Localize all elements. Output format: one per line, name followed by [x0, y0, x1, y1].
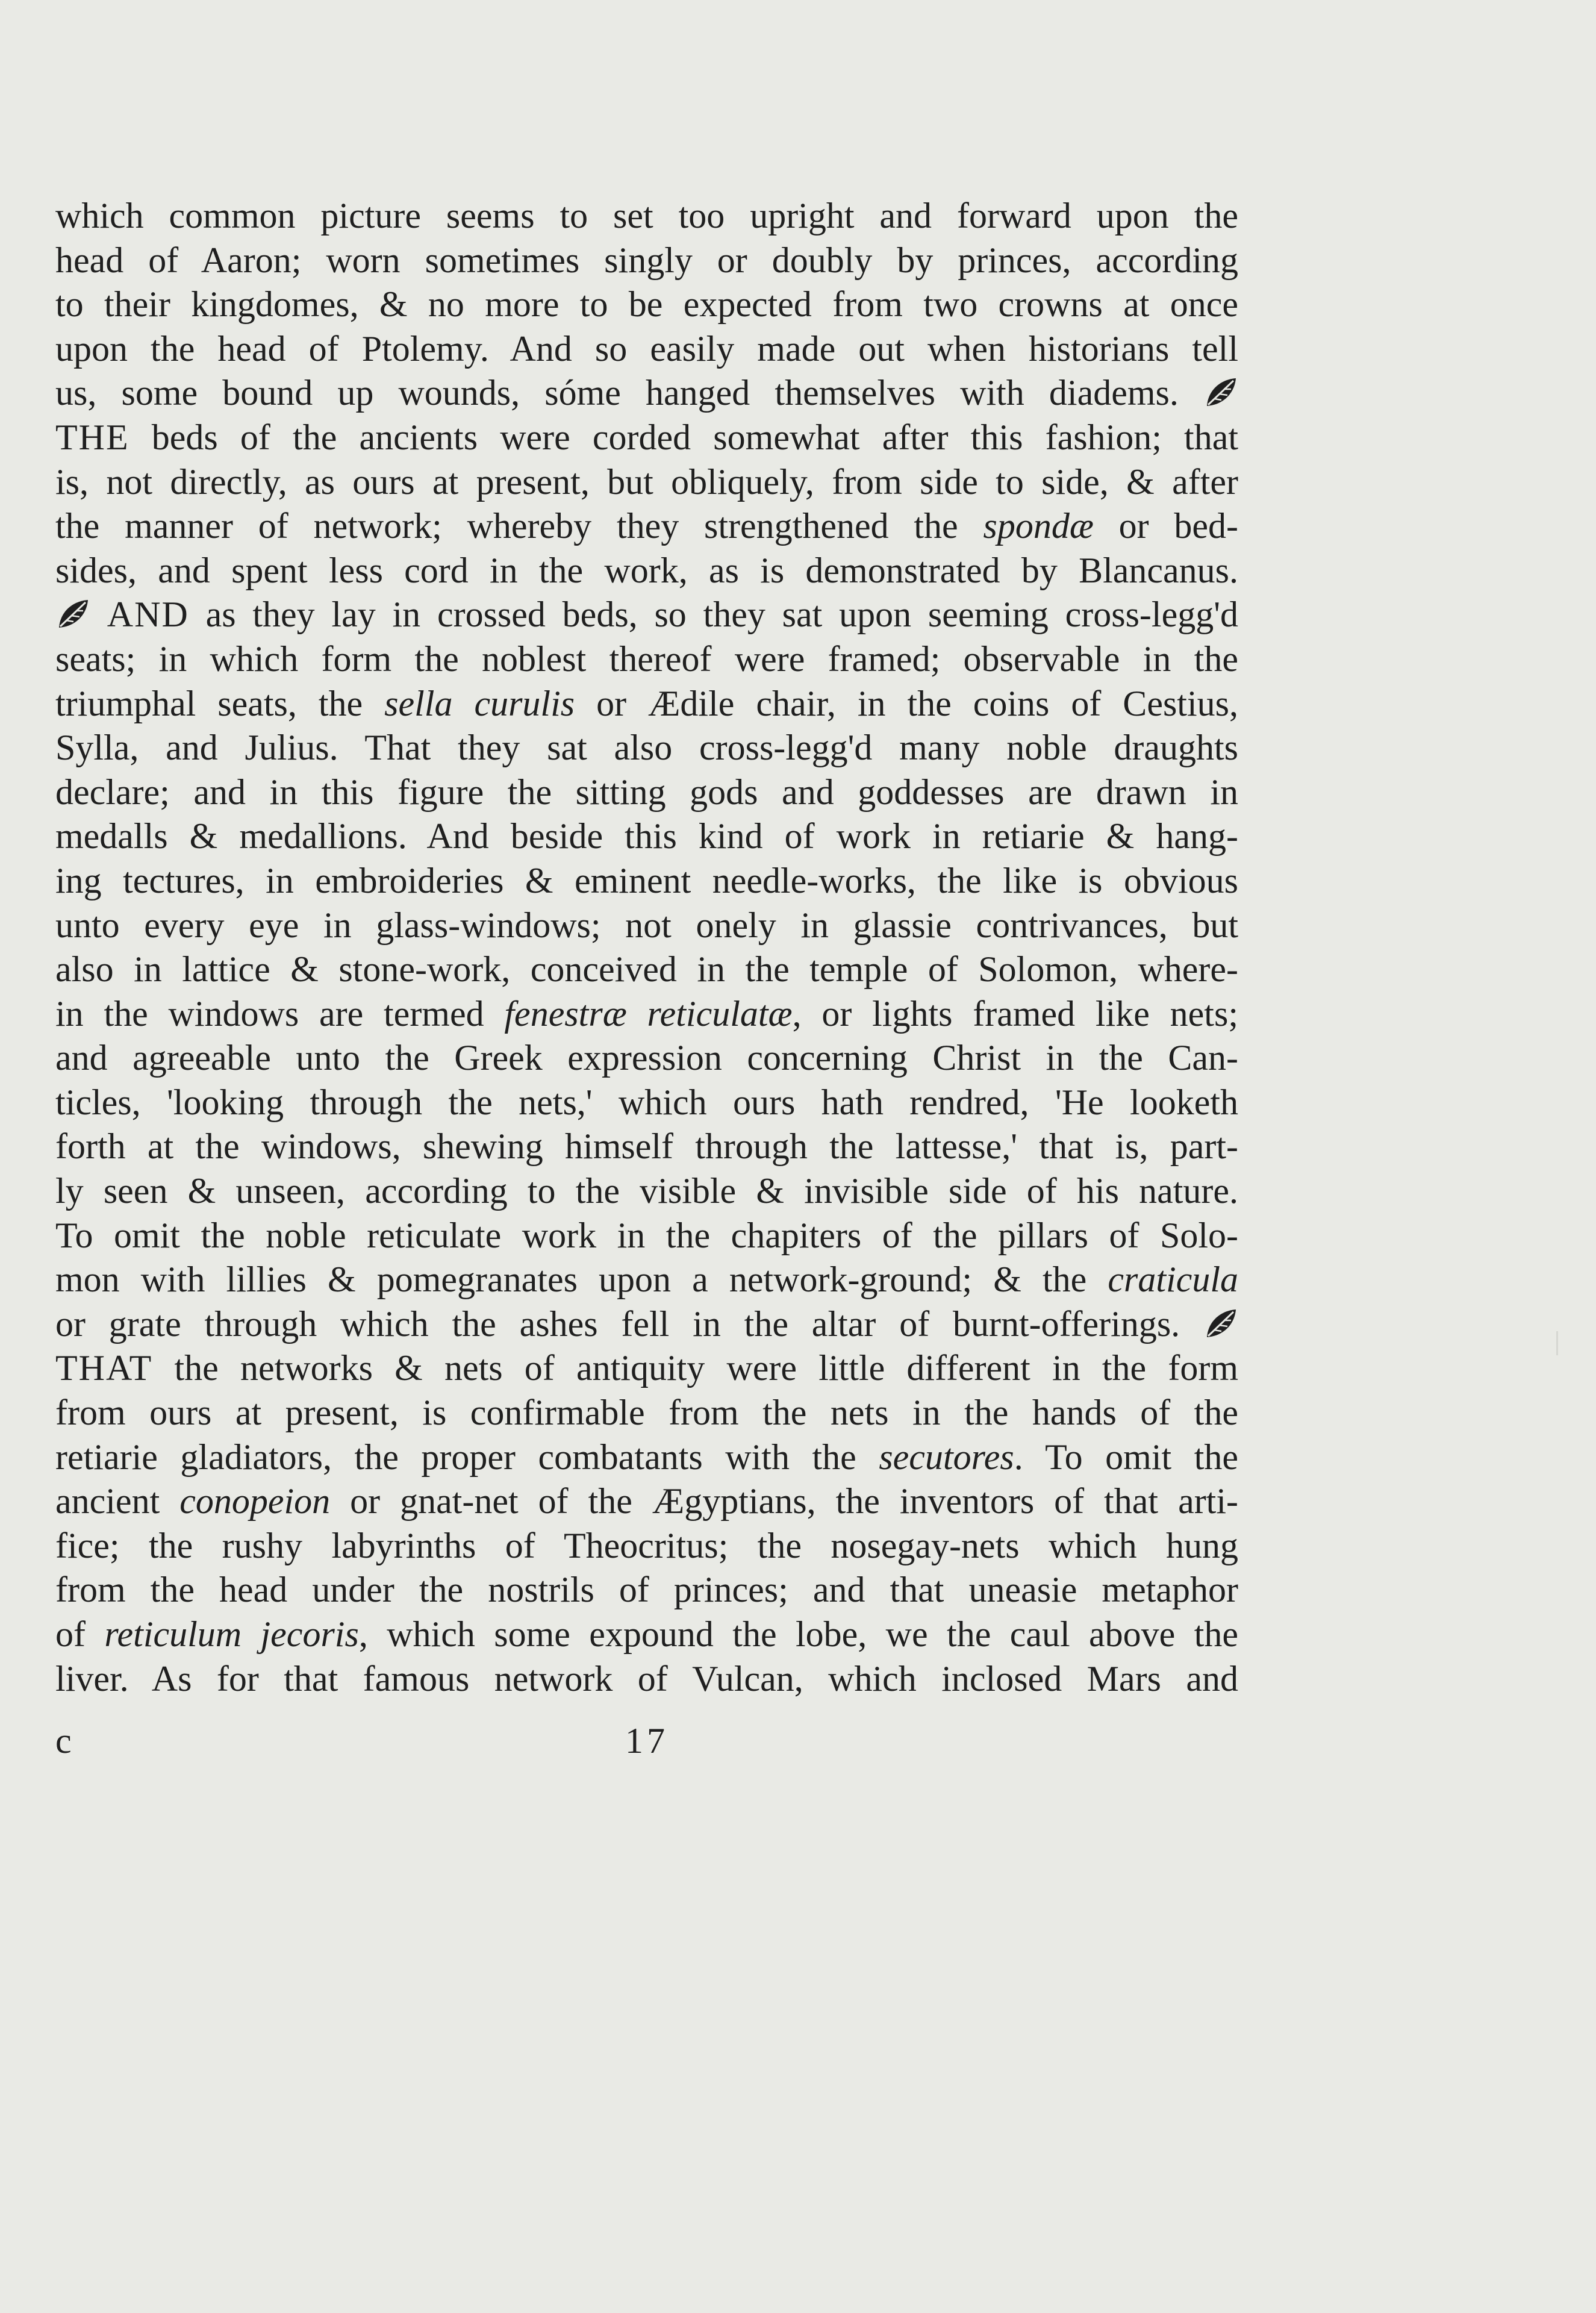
text-line [55, 549, 1238, 593]
text-line [55, 1479, 1238, 1524]
text-line [55, 1081, 1238, 1125]
text-line [55, 904, 1238, 948]
line-text: or grate through which the ashes fell in the altar of burnt-offerings. [55, 1303, 1180, 1344]
signature-mark: c [55, 1721, 72, 1761]
page-footer [0, 1720, 1596, 1768]
leaf-fleuron-icon [1203, 377, 1238, 408]
text-line [55, 1258, 1238, 1302]
paragraph-initial: THE [55, 417, 129, 457]
line-text: medalls & medallions. And beside this kind of work in retiarie & hang- [55, 816, 1238, 857]
line-text: forth at the windows, shewing himself through the lattesse,' that is, part- [55, 1126, 1238, 1167]
italic-term: spondæ [983, 506, 1094, 546]
text-line [55, 593, 1238, 637]
line-text: ly seen & unseen, according to the visible & invisible side of his nature. [55, 1171, 1238, 1211]
line-text: Sylla, and Julius. That they sat also cross-legg'd many noble draughts [55, 728, 1238, 768]
text-line [55, 992, 1238, 1037]
body-text [55, 194, 1238, 1701]
line-text: unto every eye in glass-windows; not onely in glassie contrivances, but [55, 905, 1238, 945]
text-line [55, 637, 1238, 682]
italic-term: sella curulis [384, 683, 575, 723]
line-text: mon with lillies & pomegranates upon a network-ground; & the [55, 1260, 1087, 1300]
text-line [55, 1657, 1238, 1702]
line-text: declare; and in this figure the sitting gods and goddesses are drawn in [55, 772, 1238, 812]
line-text: ticles, 'looking through the nets,' which ours hath rendred, 'He looketh [55, 1082, 1238, 1122]
line-text: To omit the noble reticulate work in the chapiters of the pillars of Solo- [55, 1215, 1238, 1255]
line-text: us, some bound up wounds, sóme hanged themselves with diadems. [55, 373, 1179, 413]
text-line [55, 1391, 1238, 1435]
text-line [55, 770, 1238, 815]
line-text: triumphal seats, the [55, 683, 363, 723]
line-text: which common picture seems to set too upright and forward upon the [55, 196, 1238, 236]
text-line [55, 460, 1238, 505]
line-text: , which some expound the lobe, we the caul above the [358, 1614, 1239, 1654]
line-text: also in lattice & stone-work, conceived in the temple of Solomon, where- [55, 949, 1238, 990]
leaf-fleuron-icon [1203, 1308, 1238, 1340]
paragraph-initial: THAT [55, 1348, 153, 1388]
text-line [55, 1036, 1238, 1081]
text-line [55, 1568, 1238, 1612]
line-text: of [55, 1614, 86, 1654]
italic-term: reticulum jecoris [104, 1614, 359, 1654]
italic-term: fenestræ reticulatæ [504, 993, 793, 1034]
line-text: or Ædile chair, in the coins of Cestius, [575, 683, 1238, 723]
italic-term: craticula [1108, 1260, 1238, 1300]
scan-edge-mark [1556, 1331, 1558, 1355]
line-text: seats; in which form the noblest thereof were framed; observable in the [55, 638, 1238, 679]
line-text: as they lay in crossed beds, so they sat upon seeming cross-legg'd [189, 595, 1239, 635]
line-text: head of Aaron; worn sometimes singly or doubly by princes, according [55, 240, 1238, 280]
line-text: , or lights framed like nets; [792, 993, 1239, 1034]
text-line [55, 194, 1238, 239]
text-line [55, 859, 1238, 904]
line-text: ancient [55, 1481, 160, 1522]
line-text: from the head under the nostrils of princes; and that uneasie metaphor [55, 1570, 1238, 1610]
text-line [55, 726, 1238, 770]
text-line [55, 282, 1238, 327]
italic-term: conopeion [179, 1481, 331, 1522]
line-text: in the windows are termed [55, 993, 484, 1034]
text-line [55, 239, 1238, 283]
text-line [55, 1214, 1238, 1258]
line-text: sides, and spent less cord in the work, as is demonstrated by Blancanus. [55, 550, 1238, 590]
text-line [55, 1435, 1238, 1480]
text-line [55, 1524, 1238, 1569]
text-line [55, 814, 1238, 859]
text-line [55, 1612, 1238, 1657]
line-text: liver. As for that famous network of Vulcan, which inclosed Mars and [55, 1658, 1238, 1699]
line-text: . To omit the [1014, 1437, 1239, 1477]
line-text: beds of the ancients were corded somewhat after this fashion; that [129, 417, 1238, 457]
line-text: the manner of network; whereby they strengthened the [55, 506, 958, 546]
text-line [55, 682, 1238, 726]
line-text: or gnat-net of the Ægyptians, the inventors of that arti- [330, 1481, 1238, 1522]
text-line [55, 1302, 1238, 1347]
line-text: the networks & nets of antiquity were little different in the form [152, 1348, 1238, 1388]
text-line [55, 371, 1238, 416]
text-line [55, 504, 1238, 549]
text-line [55, 327, 1238, 372]
line-text: fice; the rushy labyrinths of Theocritus; the nosegay-nets which hung [55, 1525, 1238, 1565]
text-line [55, 947, 1238, 992]
paragraph-initial: AND [107, 595, 189, 635]
text-line [55, 1169, 1238, 1214]
page-number: 17 [625, 1721, 669, 1761]
line-text: ing tectures, in embroideries & eminent needle-works, the like is obvious [55, 860, 1238, 901]
line-text: retiarie gladiators, the proper combatants with the [55, 1437, 856, 1477]
line-text: is, not directly, as ours at present, but obliquely, from side to side, & after [55, 461, 1238, 502]
line-text: and agreeable unto the Greek expression concerning Christ in the Can- [55, 1038, 1238, 1078]
text-line [55, 416, 1238, 460]
text-line [55, 1125, 1238, 1169]
line-text: upon the head of Ptolemy. And so easily made out when historians tell [55, 328, 1238, 369]
text-line [55, 1346, 1238, 1391]
italic-term: secutores [879, 1437, 1014, 1477]
line-text: from ours at present, is confirmable from the nets in the hands of the [55, 1393, 1238, 1433]
line-text: or bed- [1093, 506, 1238, 546]
leaf-fleuron-icon [55, 599, 90, 630]
line-text: to their kingdomes, & no more to be expected from two crowns at once [55, 284, 1238, 325]
